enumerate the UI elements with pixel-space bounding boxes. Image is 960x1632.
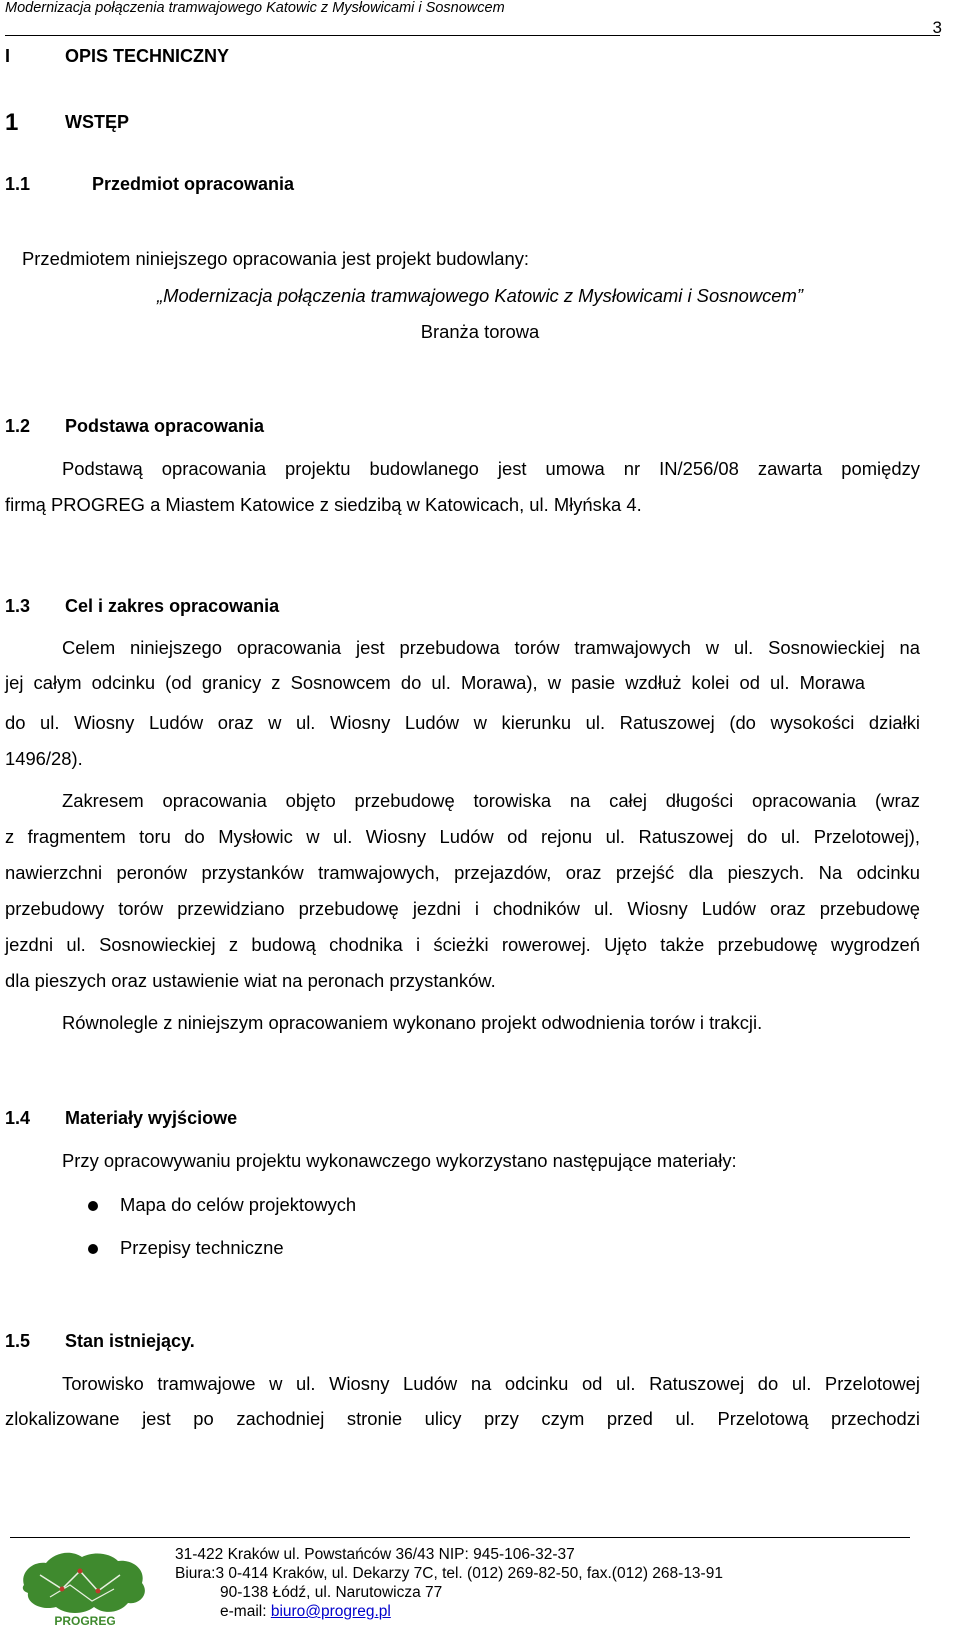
paragraph-line: Torowisko tramwajowe w ul. Wiosny Ludów na odcinku od ul. Ratuszowej do ul. Przelotowej (62, 1373, 920, 1394)
running-header-title: Modernizacja połączenia tramwajowego Katowic z Mysłowicami i Sosnowcem (5, 0, 505, 16)
progreg-logo (10, 1545, 160, 1629)
paragraph-line: dla pieszych oraz ustawienie wiat na peronach przystanków. (5, 970, 496, 991)
list-item: Przepisy techniczne (120, 1237, 284, 1258)
project-name: „Modernizacja połączenia tramwajowego Katowic z Mysłowicami i Sosnowcem” (157, 285, 803, 306)
heading-title: WSTĘP (65, 112, 130, 132)
paragraph-line: z fragmentem toru do Mysłowic w ul. Wiosny Ludów od rejonu ul. Ratuszowej do ul. Przelotowej), (5, 826, 920, 847)
email-label: e-mail: (220, 1603, 271, 1620)
heading-title: Cel i zakres opracowania (65, 596, 280, 616)
paragraph-line: przebudowy torów przewidziano przebudowę jezdni i chodników ul. Wiosny Ludów oraz przebudowę (5, 898, 920, 919)
list-item: Mapa do celów projektowych (120, 1194, 357, 1215)
branch-name: Branża torowa (420, 321, 540, 342)
paragraph-line: Równolegle z niniejszym opracowaniem wykonano projekt odwodnienia torów i trakcji. (62, 1012, 763, 1033)
paragraph-line: nawierzchni peronów przystanków tramwajowych, przejazdów, oraz przejść dla pieszych. Na odcinku (5, 862, 920, 883)
heading-title: Podstawa opracowania (65, 416, 265, 436)
paragraph-line: zlokalizowane jest po zachodniej stronie ulicy przy czym przed ul. Przelotową przechodzi (5, 1408, 920, 1429)
footer-address: 31-422 Kraków ul. Powstańców 36/43 NIP: 945-106-32-37 (175, 1546, 575, 1563)
paragraph-line: Przedmiotem niniejszego opracowania jest projekt budowlany: (22, 248, 530, 269)
heading-number: 1.5 (5, 1331, 31, 1351)
heading-number: 1.3 (5, 596, 31, 616)
heading-title: OPIS TECHNICZNY (65, 46, 230, 66)
footer-rule (10, 1537, 910, 1538)
heading-number: 1.2 (5, 416, 31, 436)
heading-number: 1.4 (5, 1108, 31, 1128)
email-link[interactable]: biuro@progreg.pl (270, 1603, 391, 1620)
heading-number: 1 (5, 109, 19, 136)
footer-email-line (220, 1603, 391, 1621)
paragraph-line: jezdni ul. Sosnowieckiej z budową chodnika i ścieżki rowerowej. Ujęto także przebudowę wygrodzeń (5, 934, 920, 955)
paragraph-line: Przy opracowywaniu projektu wykonawczego wykorzystano następujące materiały: (62, 1150, 737, 1171)
bullet-icon (88, 1201, 98, 1211)
footer-lodz-address: 90-138 Łódź, ul. Narutowicza 77 (220, 1584, 443, 1601)
paragraph-line: firmą PROGREG a Miastem Katowice z siedzibą w Katowicach, ul. Młyńska 4. (5, 494, 642, 515)
page-number: 3 (932, 18, 942, 37)
paragraph-line: jej całym odcinku (od granicy z Sosnowcem do ul. Morawa), w pasie wzdłuż kolei od ul. Morawa (5, 672, 865, 693)
bullet-icon (88, 1244, 98, 1254)
heading-number: 1.1 (5, 174, 31, 194)
heading-title: Stan istniejący. (65, 1331, 195, 1351)
header-rule (5, 35, 940, 36)
footer-offices: Biura:3 0-414 Kraków, ul. Dekarzy 7C, tel. (012) 269-82-50, fax.(012) 268-13-91 (175, 1565, 723, 1582)
paragraph-line: Celem niniejszego opracowania jest przebudowa torów tramwajowych w ul. Sosnowieckiej na (62, 637, 920, 658)
heading-number: I (5, 46, 11, 66)
paragraph-line: 1496/28). (5, 748, 83, 769)
heading-title: Materiały wyjściowe (65, 1108, 238, 1128)
logo-wordmark: PROGREG (54, 1614, 116, 1628)
paragraph-line: Zakresem opracowania objęto przebudowę torowiska na całej długości opracowania (wraz (62, 790, 920, 811)
heading-title: Przedmiot opracowania (92, 174, 295, 194)
paragraph-line: do ul. Wiosny Ludów oraz w ul. Wiosny Ludów w kierunku ul. Ratuszowej (do wysokości działki (5, 712, 920, 733)
paragraph-line: Podstawą opracowania projektu budowlanego jest umowa nr IN/256/08 zawarta pomiędzy (62, 458, 920, 479)
